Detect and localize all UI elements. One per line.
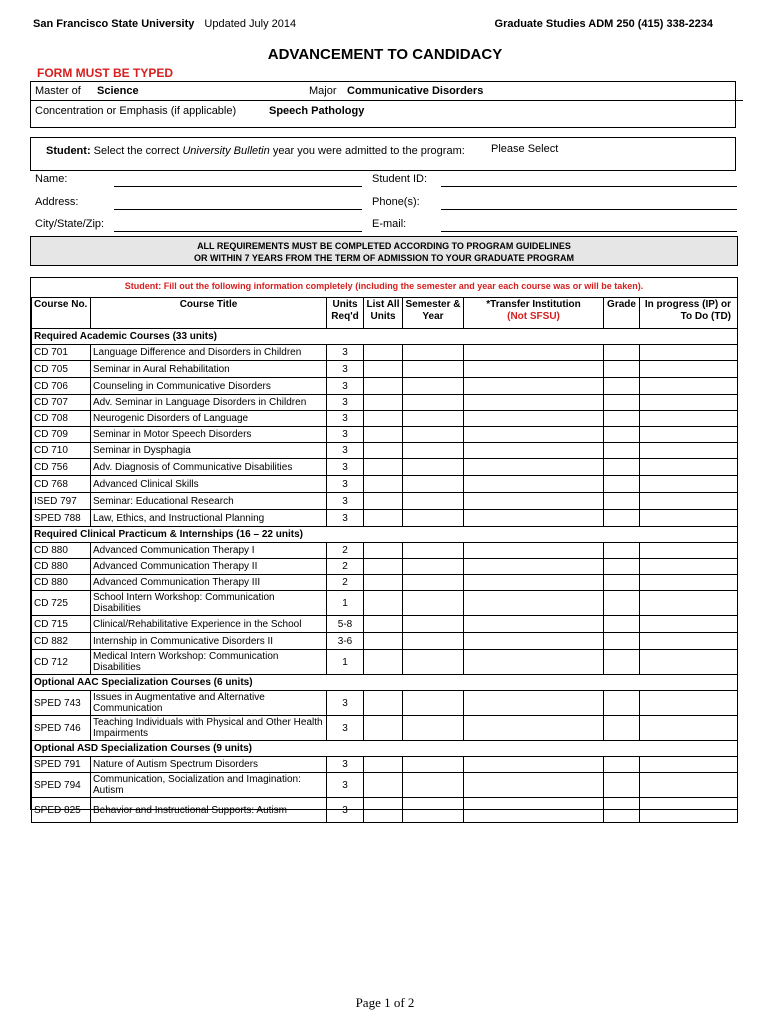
graduate-office-info: Graduate Studies ADM 250 (415) 338-2234: [494, 18, 713, 30]
progress-input[interactable]: [640, 691, 738, 716]
semester-year-input[interactable]: [403, 493, 464, 510]
grade-input[interactable]: [604, 427, 640, 443]
units-required: 3: [327, 345, 364, 361]
course-row: [32, 575, 738, 591]
transfer-line-1: *Transfer Institution: [486, 299, 581, 310]
course-instruction: Student: Fill out the following information completely (including the semester and year each course was or will be taken).: [124, 281, 644, 291]
semester-year-input[interactable]: [403, 591, 464, 616]
units-required: 3: [327, 493, 364, 510]
course-title: Issues in Augmentative and Alternative Communication: [91, 691, 327, 716]
course-number: CD 880: [32, 543, 91, 559]
section-title: Required Academic Courses (33 units): [32, 329, 738, 345]
course-number: CD 756: [32, 459, 91, 476]
name-label: Name:: [35, 173, 68, 185]
bulletin-text-before: Select the correct: [93, 145, 180, 157]
transfer-institution-input[interactable]: [464, 798, 604, 823]
transfer-institution-input[interactable]: [464, 591, 604, 616]
list-units-input[interactable]: [364, 543, 403, 559]
bulletin-prompt: [46, 145, 465, 157]
course-title: Advanced Communication Therapy I: [91, 543, 327, 559]
list-units-input[interactable]: [364, 691, 403, 716]
col-units-reqd: [327, 298, 364, 329]
list-units-input[interactable]: [364, 559, 403, 575]
units-required: 3: [327, 476, 364, 493]
list-units-input[interactable]: [364, 650, 403, 675]
grade-input[interactable]: [604, 510, 640, 527]
list-units-input[interactable]: [364, 395, 403, 411]
grade-input[interactable]: [604, 395, 640, 411]
course-number: SPED 825: [32, 798, 91, 823]
requirements-notice: [30, 236, 738, 266]
semester-year-input[interactable]: [403, 345, 464, 361]
section-row: [32, 527, 738, 543]
course-row: [32, 395, 738, 411]
grade-input[interactable]: [604, 345, 640, 361]
course-row: [32, 716, 738, 741]
phone-label: Phone(s):: [372, 196, 420, 208]
progress-input[interactable]: [640, 798, 738, 823]
transfer-institution-input[interactable]: [464, 543, 604, 559]
semester-year-input[interactable]: [403, 716, 464, 741]
course-number: CD 768: [32, 476, 91, 493]
requirements-line-2: OR WITHIN 7 YEARS FROM THE TERM OF ADMISSION TO YOUR GRADUATE PROGRAM: [193, 253, 574, 263]
units-required: 3: [327, 378, 364, 395]
semester-year-input[interactable]: [403, 757, 464, 773]
transfer-institution-input[interactable]: [464, 493, 604, 510]
col-transfer-institution: [464, 298, 604, 329]
list-units-input[interactable]: [364, 361, 403, 378]
grade-input[interactable]: [604, 476, 640, 493]
units-required: 3: [327, 361, 364, 378]
course-number: CD 710: [32, 443, 91, 459]
transfer-institution-input[interactable]: [464, 616, 604, 633]
course-title: Language Difference and Disorders in Children: [91, 345, 327, 361]
email-label: E-mail:: [372, 218, 407, 230]
list-units-input[interactable]: [364, 633, 403, 650]
course-title: Advanced Communication Therapy II: [91, 559, 327, 575]
grade-input[interactable]: [604, 411, 640, 427]
course-row: [32, 616, 738, 633]
transfer-institution-input[interactable]: [464, 633, 604, 650]
course-title: Internship in Communicative Disorders II: [91, 633, 327, 650]
progress-line-2: To Do (TD): [680, 311, 731, 322]
requirements-line-1: ALL REQUIREMENTS MUST BE COMPLETED ACCORDING TO PROGRAM GUIDELINES: [197, 241, 571, 251]
list-line-1: List All: [366, 299, 400, 310]
transfer-institution-input[interactable]: [464, 361, 604, 378]
list-units-input[interactable]: [364, 443, 403, 459]
section-title: Required Clinical Practicum & Internships (16 – 22 units): [32, 527, 738, 543]
semester-year-input[interactable]: [403, 633, 464, 650]
progress-input[interactable]: [640, 773, 738, 798]
list-line-2: Units: [370, 311, 396, 322]
student-label: Student:: [46, 145, 91, 157]
course-row: [32, 650, 738, 675]
units-required: 3: [327, 716, 364, 741]
section-row: [32, 329, 738, 345]
list-units-input[interactable]: [364, 798, 403, 823]
course-row: [32, 757, 738, 773]
list-units-input[interactable]: [364, 757, 403, 773]
progress-line-1: In progress (IP) or: [644, 299, 731, 310]
section-row: [32, 741, 738, 757]
course-title: Advanced Communication Therapy III: [91, 575, 327, 591]
major-field[interactable]: Communicative Disorders: [347, 85, 484, 97]
course-title: Seminar in Dysphagia: [91, 443, 327, 459]
units-required: 3: [327, 510, 364, 527]
units-required: 3: [327, 798, 364, 823]
course-row: [32, 798, 738, 823]
course-number: ISED 797: [32, 493, 91, 510]
course-number: CD 705: [32, 361, 91, 378]
col-semester-year: [403, 298, 464, 329]
grade-input[interactable]: [604, 650, 640, 675]
course-title: Nature of Autism Spectrum Disorders: [91, 757, 327, 773]
course-title: Communication, Socialization and Imagination: Autism: [91, 773, 327, 798]
semester-year-input[interactable]: [403, 510, 464, 527]
course-row: [32, 411, 738, 427]
course-number: SPED 794: [32, 773, 91, 798]
concentration-label: Concentration or Emphasis (if applicable): [35, 105, 237, 117]
transfer-institution-input[interactable]: [464, 459, 604, 476]
course-title: Adv. Seminar in Language Disorders in Children: [91, 395, 327, 411]
grade-input[interactable]: [604, 378, 640, 395]
progress-input[interactable]: [640, 395, 738, 411]
semester-year-input[interactable]: [403, 543, 464, 559]
master-of-label: Master of: [35, 85, 81, 97]
course-number: CD 882: [32, 633, 91, 650]
semester-line-1: Semester &: [405, 299, 461, 310]
progress-input[interactable]: [640, 633, 738, 650]
name-field[interactable]: [114, 170, 362, 187]
units-required: 3-6: [327, 633, 364, 650]
semester-line-2: Year: [422, 311, 444, 322]
units-required: 5-8: [327, 616, 364, 633]
university-name: San Francisco State University: [33, 18, 195, 30]
col-grade: Grade: [604, 298, 640, 329]
list-units-input[interactable]: [364, 345, 403, 361]
units-required: 3: [327, 773, 364, 798]
units-required: 3: [327, 691, 364, 716]
grade-input[interactable]: [604, 493, 640, 510]
list-units-input[interactable]: [364, 411, 403, 427]
course-title: School Intern Workshop: Communication Disabilities: [91, 591, 327, 616]
semester-year-input[interactable]: [403, 476, 464, 493]
semester-year-input[interactable]: [403, 427, 464, 443]
progress-input[interactable]: [640, 757, 738, 773]
page-number: Page 1 of 2: [355, 995, 415, 1010]
grade-input[interactable]: [604, 459, 640, 476]
course-title: Medical Intern Workshop: Communication Disabilities: [91, 650, 327, 675]
course-row: [32, 493, 738, 510]
units-required: 3: [327, 459, 364, 476]
course-number: CD 706: [32, 378, 91, 395]
transfer-institution-input[interactable]: [464, 378, 604, 395]
divider: [31, 100, 743, 101]
transfer-institution-input[interactable]: [464, 691, 604, 716]
transfer-institution-input[interactable]: [464, 345, 604, 361]
grade-input[interactable]: [604, 691, 640, 716]
course-row: [32, 476, 738, 493]
semester-year-input[interactable]: [403, 650, 464, 675]
semester-year-input[interactable]: [403, 411, 464, 427]
course-title: Seminar in Aural Rehabilitation: [91, 361, 327, 378]
col-list-units: [364, 298, 403, 329]
course-row: [32, 361, 738, 378]
grade-input[interactable]: [604, 798, 640, 823]
course-title: Behavior and Instructional Supports: Autism: [91, 798, 327, 823]
progress-input[interactable]: [640, 493, 738, 510]
col-course-title: Course Title: [91, 298, 327, 329]
units-required: 1: [327, 650, 364, 675]
course-row: [32, 559, 738, 575]
transfer-institution-input[interactable]: [464, 395, 604, 411]
list-units-input[interactable]: [364, 510, 403, 527]
transfer-institution-input[interactable]: [464, 411, 604, 427]
section-title: Optional AAC Specialization Courses (6 units): [32, 675, 738, 691]
semester-year-input[interactable]: [403, 575, 464, 591]
list-units-input[interactable]: [364, 476, 403, 493]
course-title: Clinical/Rehabilitative Experience in the School: [91, 616, 327, 633]
bulletin-year-select[interactable]: Please Select: [491, 143, 559, 155]
progress-input[interactable]: [640, 411, 738, 427]
progress-input[interactable]: [640, 443, 738, 459]
section-row: [32, 675, 738, 691]
course-row: [32, 427, 738, 443]
major-label: Major: [309, 85, 337, 97]
transfer-institution-input[interactable]: [464, 716, 604, 741]
list-units-input[interactable]: [364, 493, 403, 510]
course-row: [32, 345, 738, 361]
progress-input[interactable]: [640, 378, 738, 395]
page-title: ADVANCEMENT TO CANDIDACY: [267, 46, 503, 63]
list-units-input[interactable]: [364, 427, 403, 443]
bulletin-text-after: year you were admitted to the program:: [272, 145, 465, 157]
list-units-input[interactable]: [364, 378, 403, 395]
semester-year-input[interactable]: [403, 798, 464, 823]
course-title: Adv. Diagnosis of Communicative Disabilities: [91, 459, 327, 476]
course-number: CD 715: [32, 616, 91, 633]
student-id-label: Student ID:: [372, 173, 428, 185]
units-line-2: Req'd: [331, 311, 359, 322]
email-field[interactable]: [441, 215, 737, 232]
list-units-input[interactable]: [364, 616, 403, 633]
list-units-input[interactable]: [364, 716, 403, 741]
transfer-institution-input[interactable]: [464, 510, 604, 527]
units-required: 3: [327, 757, 364, 773]
course-row: [32, 459, 738, 476]
course-row: [32, 773, 738, 798]
student-id-field[interactable]: [441, 170, 737, 187]
form-notice: FORM MUST BE TYPED: [37, 66, 174, 80]
university-header: [33, 18, 296, 30]
course-title: Law, Ethics, and Instructional Planning: [91, 510, 327, 527]
progress-input[interactable]: [640, 345, 738, 361]
list-units-input[interactable]: [364, 591, 403, 616]
course-number: CD 707: [32, 395, 91, 411]
semester-year-input[interactable]: [403, 616, 464, 633]
transfer-institution-input[interactable]: [464, 773, 604, 798]
progress-input[interactable]: [640, 575, 738, 591]
progress-input[interactable]: [640, 559, 738, 575]
progress-input[interactable]: [640, 650, 738, 675]
progress-input[interactable]: [640, 616, 738, 633]
course-title: Seminar: Educational Research: [91, 493, 327, 510]
progress-input[interactable]: [640, 361, 738, 378]
transfer-institution-input[interactable]: [464, 476, 604, 493]
progress-input[interactable]: [640, 427, 738, 443]
transfer-line-2: (Not SFSU): [507, 311, 560, 322]
course-number: SPED 791: [32, 757, 91, 773]
grade-input[interactable]: [604, 575, 640, 591]
progress-input[interactable]: [640, 510, 738, 527]
bulletin-text-italic: University Bulletin: [182, 145, 270, 157]
course-table: [31, 297, 738, 823]
units-required: 2: [327, 543, 364, 559]
progress-input[interactable]: [640, 543, 738, 559]
list-units-input[interactable]: [364, 459, 403, 476]
transfer-institution-input[interactable]: [464, 575, 604, 591]
semester-year-input[interactable]: [403, 773, 464, 798]
progress-input[interactable]: [640, 716, 738, 741]
city-state-zip-label: City/State/Zip:: [35, 218, 105, 230]
progress-input[interactable]: [640, 591, 738, 616]
course-number: CD 725: [32, 591, 91, 616]
grade-input[interactable]: [604, 443, 640, 459]
semester-year-input[interactable]: [403, 395, 464, 411]
address-field[interactable]: [114, 193, 362, 210]
section-title: Optional ASD Specialization Courses (9 units): [32, 741, 738, 757]
course-number: SPED 746: [32, 716, 91, 741]
course-number: SPED 788: [32, 510, 91, 527]
course-row: [32, 633, 738, 650]
course-number: SPED 743: [32, 691, 91, 716]
progress-input[interactable]: [640, 459, 738, 476]
course-number: CD 708: [32, 411, 91, 427]
units-required: 2: [327, 559, 364, 575]
list-units-input[interactable]: [364, 773, 403, 798]
grade-input[interactable]: [604, 616, 640, 633]
semester-year-input[interactable]: [403, 361, 464, 378]
semester-year-input[interactable]: [403, 559, 464, 575]
progress-input[interactable]: [640, 476, 738, 493]
course-row: [32, 691, 738, 716]
address-label: Address:: [35, 196, 79, 208]
grade-input[interactable]: [604, 773, 640, 798]
course-number: CD 880: [32, 559, 91, 575]
semester-year-input[interactable]: [403, 459, 464, 476]
course-title: Advanced Clinical Skills: [91, 476, 327, 493]
course-row: [32, 543, 738, 559]
units-required: 3: [327, 427, 364, 443]
course-title: Teaching Individuals with Physical and Other Health Impairments: [91, 716, 327, 741]
course-number: CD 880: [32, 575, 91, 591]
updated-date: Updated July 2014: [204, 18, 297, 30]
col-course-no: Course No.: [32, 298, 91, 329]
course-number: CD 709: [32, 427, 91, 443]
units-required: 3: [327, 411, 364, 427]
grade-input[interactable]: [604, 361, 640, 378]
concentration-field[interactable]: Speech Pathology: [269, 105, 365, 117]
grade-input[interactable]: [604, 559, 640, 575]
course-title: Seminar in Motor Speech Disorders: [91, 427, 327, 443]
transfer-institution-input[interactable]: [464, 443, 604, 459]
city-state-zip-field[interactable]: [114, 215, 362, 232]
units-required: 3: [327, 443, 364, 459]
semester-year-input[interactable]: [403, 691, 464, 716]
course-number: CD 712: [32, 650, 91, 675]
course-title: Counseling in Communicative Disorders: [91, 378, 327, 395]
transfer-institution-input[interactable]: [464, 650, 604, 675]
grade-input[interactable]: [604, 633, 640, 650]
col-progress: [640, 298, 738, 329]
list-units-input[interactable]: [364, 575, 403, 591]
semester-year-input[interactable]: [403, 443, 464, 459]
units-required: 1: [327, 591, 364, 616]
units-required: 3: [327, 395, 364, 411]
phone-field[interactable]: [441, 193, 737, 210]
course-number: CD 701: [32, 345, 91, 361]
transfer-institution-input[interactable]: [464, 427, 604, 443]
master-of-field[interactable]: Science: [97, 85, 139, 97]
grade-input[interactable]: [604, 591, 640, 616]
grade-input[interactable]: [604, 757, 640, 773]
course-title: Neurogenic Disorders of Language: [91, 411, 327, 427]
semester-year-input[interactable]: [403, 378, 464, 395]
units-line-1: Units: [332, 299, 358, 310]
transfer-institution-input[interactable]: [464, 559, 604, 575]
units-required: 2: [327, 575, 364, 591]
course-row: [32, 591, 738, 616]
grade-input[interactable]: [604, 543, 640, 559]
transfer-institution-input[interactable]: [464, 757, 604, 773]
grade-input[interactable]: [604, 716, 640, 741]
table-header-row: [32, 298, 738, 329]
course-row: [32, 443, 738, 459]
course-row: [32, 378, 738, 395]
course-row: [32, 510, 738, 527]
